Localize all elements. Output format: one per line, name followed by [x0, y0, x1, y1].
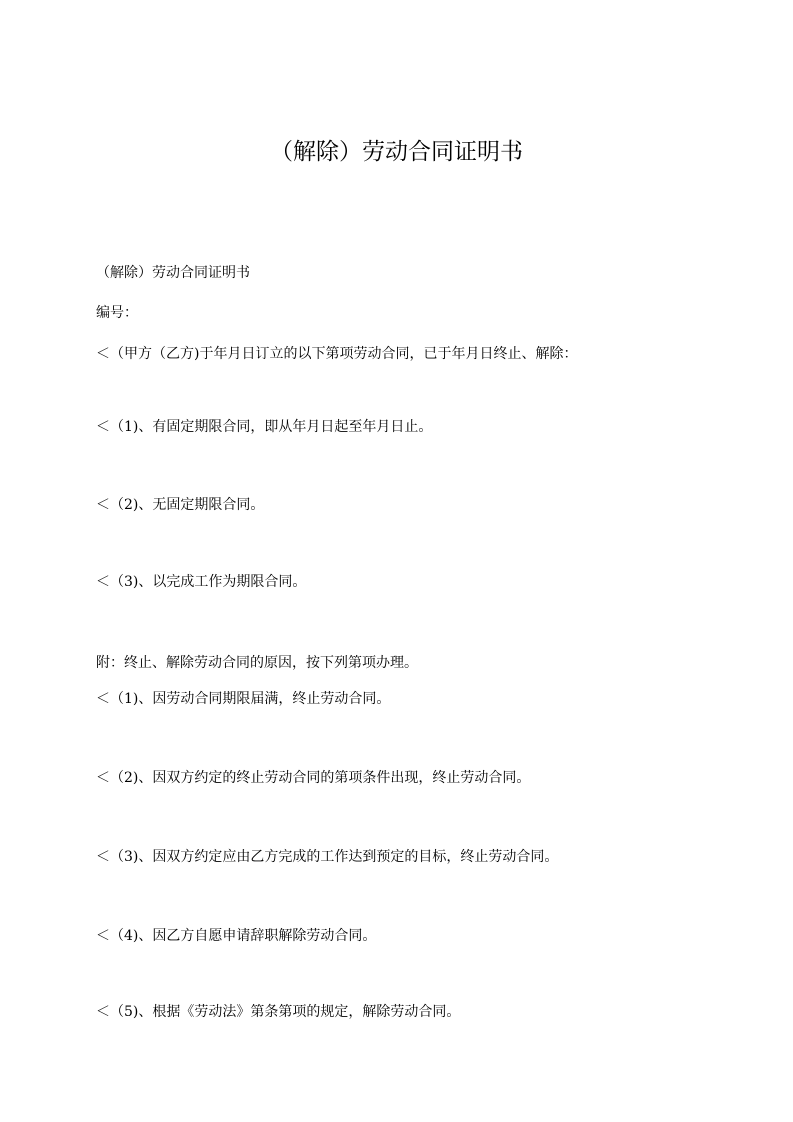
- termination-reason-4: ＜（4)、因乙方自愿申请辞职解除劳动合同。: [96, 928, 377, 944]
- appendix-heading: 附：终止、解除劳动合同的原因，按下列第项办理。: [96, 655, 418, 671]
- termination-reason-1: ＜（1)、因劳动合同期限届满，终止劳动合同。: [96, 691, 391, 707]
- contract-intro-line: ＜（甲方（乙方)于年月日订立的以下第项劳动合同，已于年月日终止、解除：: [96, 346, 578, 362]
- termination-reason-3: ＜（3)、因双方约定应由乙方完成的工作达到预定的目标，终止劳动合同。: [96, 849, 559, 865]
- contract-type-option-1: ＜（1)、有固定期限合同，即从年月日起至年月日止。: [96, 419, 433, 435]
- number-field-label: 编号：: [96, 305, 138, 321]
- termination-reason-2: ＜（2)、因双方约定的终止劳动合同的第项条件出现，终止劳动合同。: [96, 770, 531, 786]
- contract-type-option-2: ＜（2)、无固定期限合同。: [96, 497, 265, 513]
- document-title: （解除）劳动合同证明书: [270, 139, 523, 165]
- subtitle-line: （解除）劳动合同证明书: [96, 265, 250, 281]
- termination-reason-5: ＜（5)、根据《劳动法》第条第项的规定，解除劳动合同。: [96, 1004, 461, 1020]
- contract-type-option-3: ＜（3)、以完成工作为期限合同。: [96, 574, 307, 590]
